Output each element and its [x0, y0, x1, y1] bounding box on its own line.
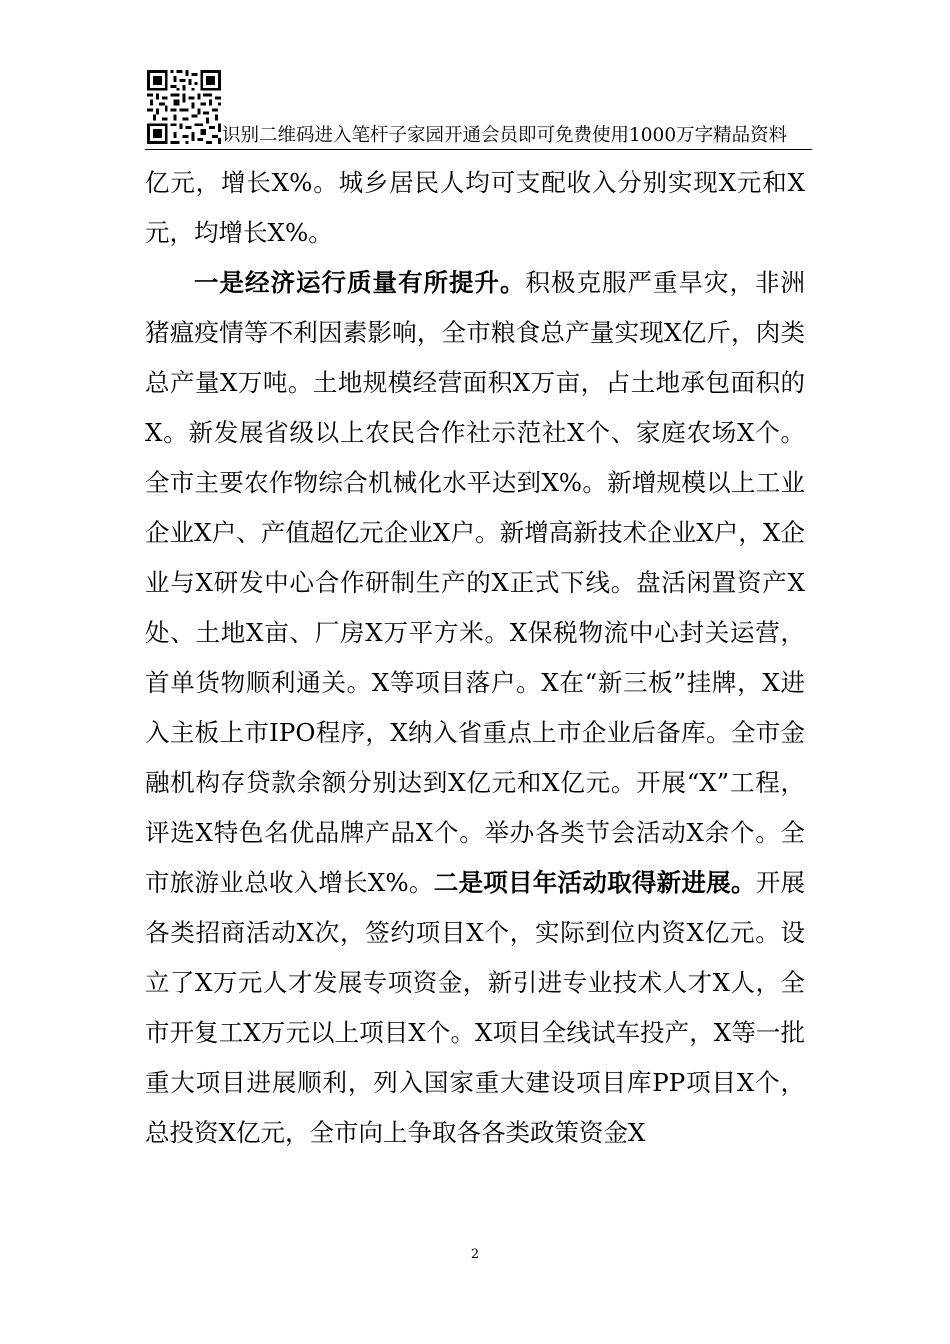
header-banner: 识别二维码进入笔杆子家园开通会员即可免费使用1000万字精品资料	[222, 125, 788, 146]
paragraph-2	[145, 258, 805, 1158]
paragraph-2-text-2: 开展各类招商活动X次，签约项目X个，实际到位内资X亿元。设立了X万元人才发展专项资金，新引进专业技术人才X人，全市开复工X万元以上项目X个。X项目全线试车投产，X等一批重大项目进展顺利，列入国家重大建设项目库PP项目X个，总投资X亿元，全市向上争取各各类政策资金X	[145, 868, 806, 1147]
paragraph-1: 亿元，增长X%。城乡居民人均可支配收入分别实现X元和X元，均增长X%。	[145, 168, 805, 247]
page-number: 2	[470, 1247, 480, 1262]
header-divider	[145, 149, 812, 150]
paragraph-2-text-1: 积极克服严重旱灾，非洲猪瘟疫情等不利因素影响，全市粮食总产量实现X亿斤，肉类总产量X万吨。土地规模经营面积X万亩，占土地承包面积的X。新发展省级以上农民合作社示范社X个、家庭农场X个。全市主要农作物综合机械化水平达到X%。新增规模以上工业企业X户、产值超亿元企业X户。新增高新技术企业X户，X企业与X研发中心合作研制生产的X正式下线。盘活闲置资产X处、土地X亩、厂房X万平方米。X保税物流中心封关运营，首单货物顺利通关。X等项目落户。X在“新三板”挂牌，X进入主板上市IPO程序，X纳入省重点上市企业后备库。全市金融机构存贷款余额分别达到X亿元和X亿元。开展“X”工程，评选X特色名优品牌产品X个。举办各类节会活动X余个。全市旅游业总收入增长X%。	[145, 268, 805, 897]
qr-code-icon	[147, 70, 221, 144]
section-heading-1: 一是经济运行质量有所提升。	[194, 268, 526, 297]
section-heading-2: 二是项目年活动取得新进展。	[433, 868, 756, 897]
document-body	[145, 158, 805, 1158]
